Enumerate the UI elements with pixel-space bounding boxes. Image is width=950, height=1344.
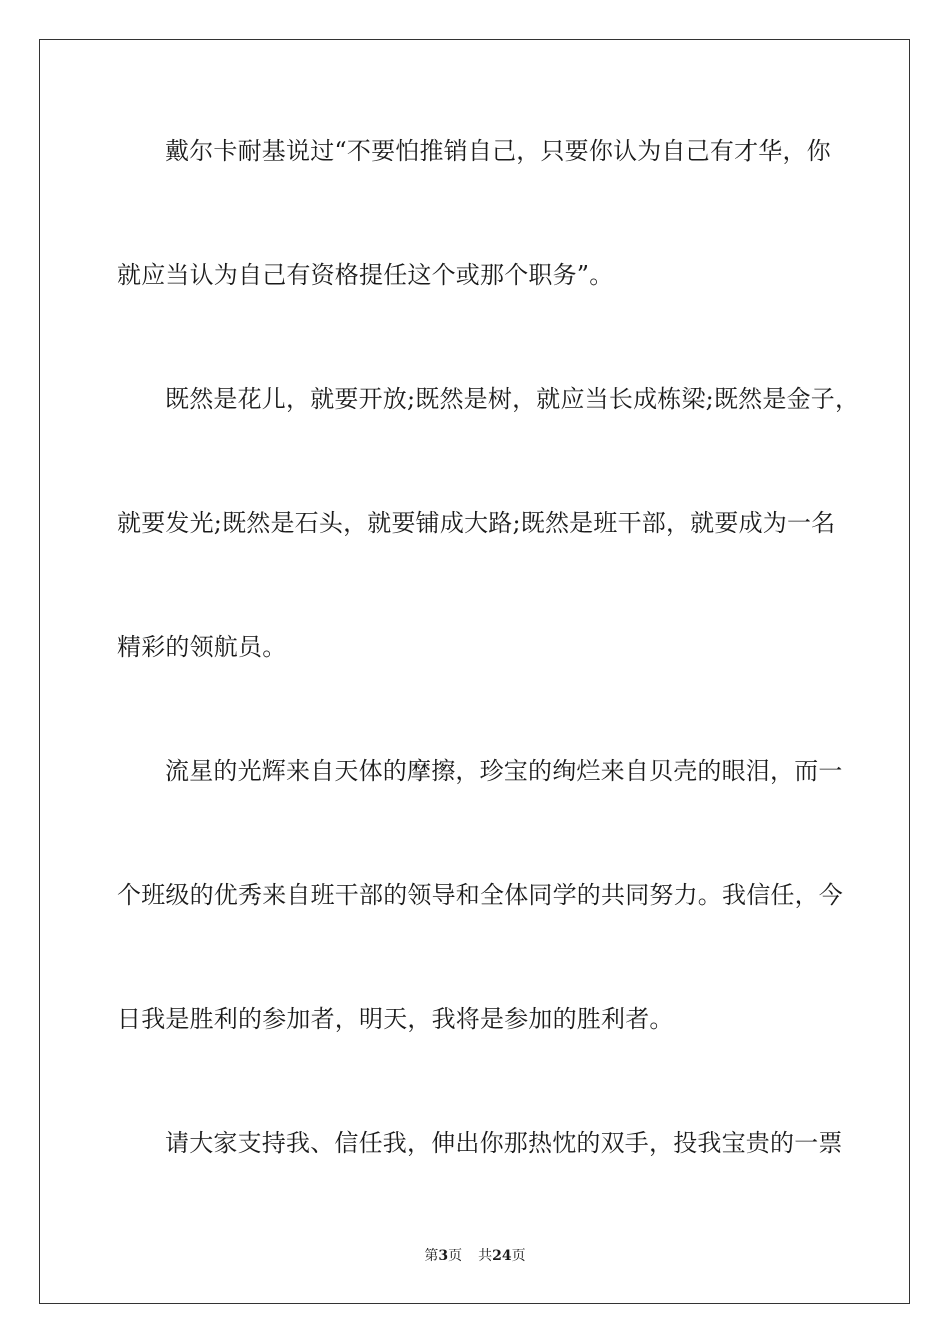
footer-page-prefix: 第 [424,1248,439,1264]
paragraph-3-line-3: 日我是胜利的参加者，明天，我将是参加的胜利者。 [117,1005,674,1033]
paragraph-2-line-2: 就要发光;既然是石头，就要铺成大路;既然是班干部，就要成为一名 [117,509,836,537]
paragraph-4-line-1: 请大家支持我、信任我，伸出你那热忱的双手，投我宝贵的一票 [165,1129,843,1157]
footer-total-suffix: 页 [511,1248,526,1264]
footer-current-page: 3 [438,1248,449,1264]
paragraph-1-line-1: 戴尔卡耐基说过“不要怕推销自己，只要你认为自己有才华，你 [165,137,831,165]
paragraph-3-line-2: 个班级的优秀来自班干部的领导和全体同学的共同努力。我信任，今 [117,881,843,909]
paragraph-3-line-1: 流星的光辉来自天体的摩擦，珍宝的绚烂来自贝壳的眼泪，而一 [165,757,843,785]
paragraph-2-line-1: 既然是花儿，就要开放;既然是树，就应当长成栋梁;既然是金子， [165,385,860,413]
paragraph-1-line-2: 就应当认为自己有资格提任这个或那个职务”。 [117,261,614,289]
page-border [39,39,910,1304]
footer-total-prefix: 共 [478,1248,493,1264]
footer-page-suffix: 页 [448,1248,463,1264]
page-footer [0,1247,950,1265]
paragraph-2-line-3: 精彩的领航员。 [117,633,287,661]
footer-total-pages: 24 [492,1248,512,1264]
